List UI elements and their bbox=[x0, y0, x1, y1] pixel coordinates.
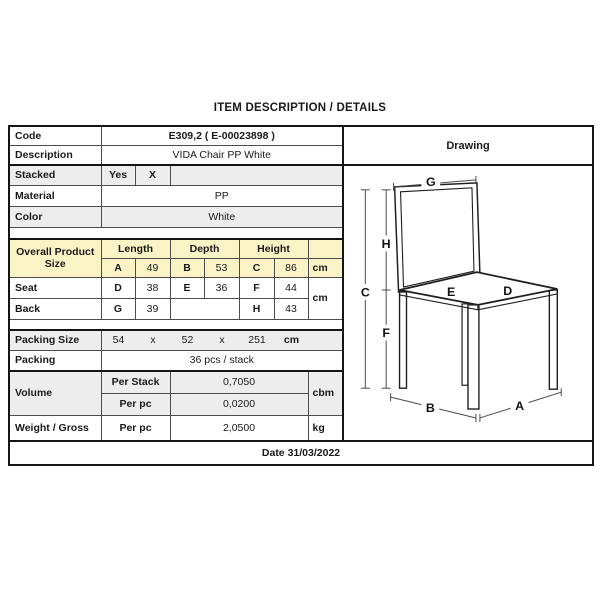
size-col-depth: Depth bbox=[170, 239, 239, 258]
volume-label: Volume bbox=[9, 371, 101, 415]
chair-figure bbox=[395, 183, 558, 409]
size-header-empty-cell bbox=[308, 239, 343, 258]
chair-back-leg bbox=[462, 304, 468, 385]
drawing-panel-title: Drawing bbox=[343, 126, 593, 165]
volume-per-pc-label: Per pc bbox=[101, 393, 170, 415]
volume-unit: cbm bbox=[308, 371, 343, 415]
back-height-key: H bbox=[239, 298, 274, 319]
size-col-length: Length bbox=[101, 239, 170, 258]
chair-right-leg bbox=[549, 290, 557, 389]
seat-depth-value: 36 bbox=[204, 277, 239, 298]
chair-left-leg bbox=[400, 292, 407, 388]
dim-label-c: C bbox=[360, 285, 370, 300]
item-details-table bbox=[8, 125, 594, 466]
back-length-key: G bbox=[101, 298, 135, 319]
color-value: White bbox=[101, 206, 343, 227]
weight-per-pc-label: Per pc bbox=[101, 415, 170, 441]
overall-unit: cm bbox=[308, 258, 343, 277]
dim-label-f: F bbox=[382, 326, 390, 341]
code-label: Code bbox=[9, 126, 101, 145]
overall-depth-key: B bbox=[170, 258, 204, 277]
back-label: Back bbox=[9, 298, 101, 319]
seat-label: Seat bbox=[9, 277, 101, 298]
dim-label-e: E bbox=[447, 284, 456, 299]
volume-per-stack-value: 0,7050 bbox=[170, 371, 308, 393]
stacked-option-yes: Yes bbox=[101, 165, 135, 185]
chair-drawing-svg bbox=[344, 166, 592, 440]
dim-label-h: H bbox=[381, 236, 391, 251]
stacked-empty-cell bbox=[170, 165, 343, 185]
back-length-value: 39 bbox=[135, 298, 170, 319]
date-value: Date 31/03/2022 bbox=[9, 441, 593, 465]
stacked-mark: X bbox=[135, 165, 170, 185]
chair-front-leg bbox=[468, 305, 479, 409]
volume-per-pc-value: 0,0200 bbox=[170, 393, 308, 415]
dim-label-b: B bbox=[425, 401, 435, 416]
back-depth-empty-cell bbox=[170, 298, 239, 319]
packing-label: Packing bbox=[9, 350, 101, 371]
size-section-label: Overall Product Size bbox=[9, 239, 101, 277]
seat-height-value: 44 bbox=[274, 277, 308, 298]
code-value: E309,2 ( E-00023898 ) bbox=[101, 126, 343, 145]
seat-length-value: 38 bbox=[135, 277, 170, 298]
description-value: VIDA Chair PP White bbox=[101, 145, 343, 165]
packing-size-sep: x bbox=[219, 334, 225, 347]
seat-back-unit: cm bbox=[308, 277, 343, 319]
dim-label-a: A bbox=[515, 399, 525, 414]
seat-height-key: F bbox=[239, 277, 274, 298]
description-label: Description bbox=[9, 145, 101, 165]
size-col-height: Height bbox=[239, 239, 308, 258]
color-label: Color bbox=[9, 206, 101, 227]
row-code bbox=[9, 126, 593, 145]
material-value: PP bbox=[101, 185, 343, 206]
overall-depth-value: 53 bbox=[204, 258, 239, 277]
dim-label-d: D bbox=[503, 283, 513, 298]
stacked-label: Stacked bbox=[9, 165, 101, 185]
row-stacked bbox=[9, 165, 593, 185]
overall-height-key: C bbox=[239, 258, 274, 277]
seat-length-key: D bbox=[101, 277, 135, 298]
dim-label-g: G bbox=[425, 174, 436, 189]
volume-per-stack-label: Per Stack bbox=[101, 371, 170, 393]
overall-length-value: 49 bbox=[135, 258, 170, 277]
packing-size-label: Packing Size bbox=[9, 330, 101, 350]
weight-label: Weight / Gross bbox=[9, 415, 101, 441]
spacer-row bbox=[9, 227, 343, 239]
packing-size-sep: x bbox=[150, 334, 156, 347]
weight-value: 2,0500 bbox=[170, 415, 308, 441]
weight-unit: kg bbox=[308, 415, 343, 441]
packing-size-unit: cm bbox=[283, 334, 300, 347]
page-title: ITEM DESCRIPTION / DETAILS bbox=[213, 102, 387, 114]
overall-height-value: 86 bbox=[274, 258, 308, 277]
packing-size-values bbox=[101, 330, 343, 350]
seat-depth-key: E bbox=[170, 277, 204, 298]
packing-size-length: 54 bbox=[112, 334, 125, 347]
overall-length-key: A bbox=[101, 258, 135, 277]
packing-size-height: 251 bbox=[248, 334, 266, 347]
back-height-value: 43 bbox=[274, 298, 308, 319]
row-date bbox=[9, 441, 593, 465]
drawing-area bbox=[343, 165, 593, 441]
packing-size-depth: 52 bbox=[181, 334, 194, 347]
packing-value: 36 pcs / stack bbox=[101, 350, 343, 371]
spacer-row bbox=[9, 319, 343, 330]
material-label: Material bbox=[9, 185, 101, 206]
